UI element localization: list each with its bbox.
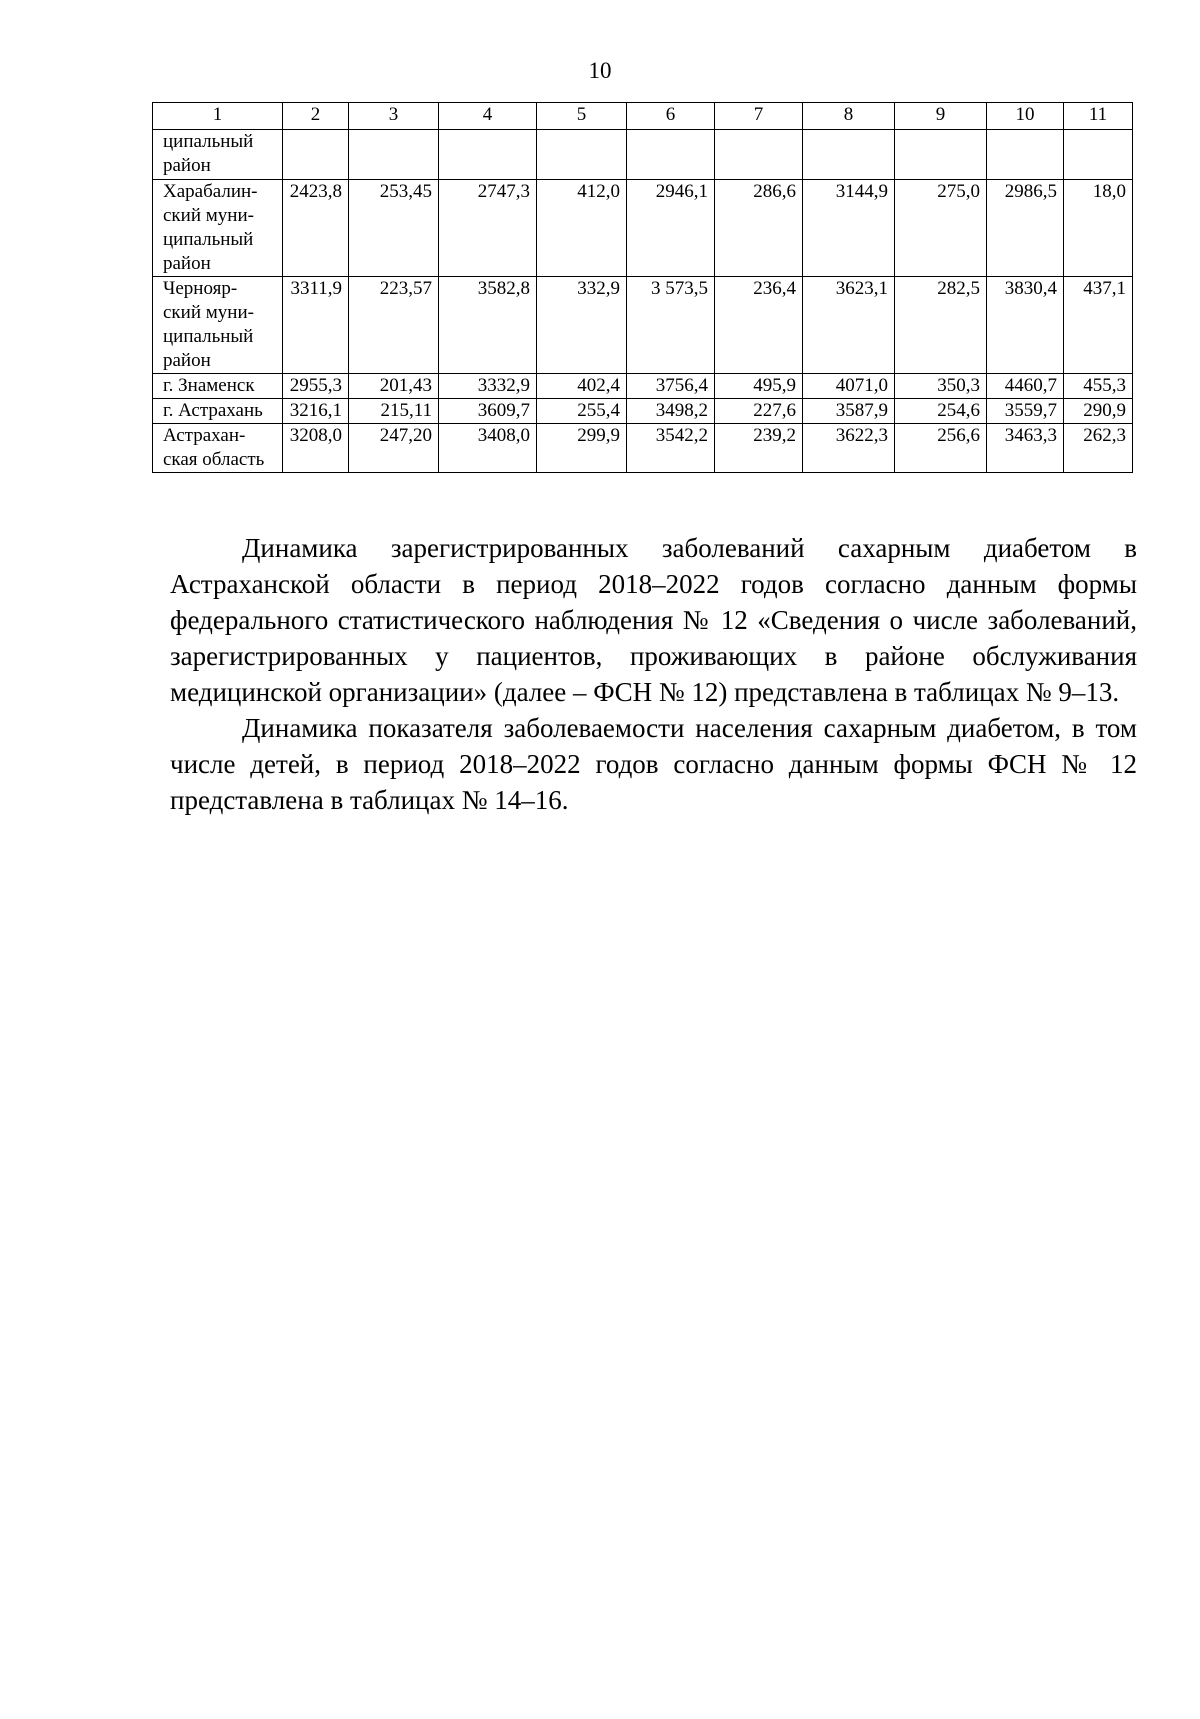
value-cell xyxy=(895,130,987,180)
value-cell xyxy=(439,130,537,180)
header-cell: 6 xyxy=(627,103,715,130)
region-cell: ципальный район xyxy=(153,130,283,180)
value-cell: 3 573,5 xyxy=(627,277,715,374)
region-cell: г. Астрахань xyxy=(153,399,283,424)
value-cell: 2946,1 xyxy=(627,180,715,277)
value-cell: 254,6 xyxy=(895,399,987,424)
value-cell: 3408,0 xyxy=(439,424,537,473)
page-number: 10 xyxy=(588,58,612,83)
value-cell: 290,9 xyxy=(1064,399,1133,424)
table-header-row xyxy=(153,103,1133,130)
value-cell: 262,3 xyxy=(1064,424,1133,473)
value-cell: 201,43 xyxy=(349,374,439,399)
value-cell: 253,45 xyxy=(349,180,439,277)
header-cell: 2 xyxy=(283,103,349,130)
statistics-table xyxy=(152,102,1133,473)
value-cell: 3830,4 xyxy=(987,277,1064,374)
value-cell: 255,4 xyxy=(537,399,627,424)
value-cell xyxy=(627,130,715,180)
value-cell: 3542,2 xyxy=(627,424,715,473)
header-cell: 10 xyxy=(987,103,1064,130)
value-cell: 3609,7 xyxy=(439,399,537,424)
value-cell: 18,0 xyxy=(1064,180,1133,277)
header-cell: 5 xyxy=(537,103,627,130)
header-cell: 3 xyxy=(349,103,439,130)
value-cell: 3756,4 xyxy=(627,374,715,399)
value-cell: 495,9 xyxy=(715,374,803,399)
value-cell: 2955,3 xyxy=(283,374,349,399)
value-cell: 236,4 xyxy=(715,277,803,374)
value-cell: 215,11 xyxy=(349,399,439,424)
value-cell: 332,9 xyxy=(537,277,627,374)
value-cell: 282,5 xyxy=(895,277,987,374)
value-cell: 223,57 xyxy=(349,277,439,374)
value-cell: 3463,3 xyxy=(987,424,1064,473)
header-cell: 8 xyxy=(803,103,895,130)
value-cell xyxy=(283,130,349,180)
header-cell: 9 xyxy=(895,103,987,130)
value-cell: 275,0 xyxy=(895,180,987,277)
value-cell: 2986,5 xyxy=(987,180,1064,277)
table-row xyxy=(153,180,1133,277)
value-cell: 3332,9 xyxy=(439,374,537,399)
value-cell: 3498,2 xyxy=(627,399,715,424)
value-cell: 402,4 xyxy=(537,374,627,399)
value-cell: 247,20 xyxy=(349,424,439,473)
header-cell: 1 xyxy=(153,103,283,130)
value-cell: 3216,1 xyxy=(283,399,349,424)
body-text xyxy=(170,530,1137,818)
table-row xyxy=(153,277,1133,374)
paragraph-2: Динамика показателя заболеваемости населения сахарным диабетом, в том числе детей, в период 2018–2022 годов согласно данным формы ФСН № 12 представлена в таблицах № 14–16. xyxy=(170,713,1137,815)
value-cell: 239,2 xyxy=(715,424,803,473)
value-cell: 455,3 xyxy=(1064,374,1133,399)
table-row xyxy=(153,399,1133,424)
value-cell: 3559,7 xyxy=(987,399,1064,424)
value-cell xyxy=(803,130,895,180)
value-cell xyxy=(537,130,627,180)
value-cell: 4460,7 xyxy=(987,374,1064,399)
value-cell: 286,6 xyxy=(715,180,803,277)
paragraph-1: Динамика зарегистрированных заболеваний сахарным диабетом в Астраханской области в период 2018–2022 годов согласно данным формы федерального статистического наблюдения № 12 «Сведения о числе заболеваний, зарегистрированных у пациентов, проживающих в районе обслуживания медицинской организации» (далее – ФСН № 12) представлена в таблицах № 9–13. xyxy=(170,533,1137,707)
value-cell: 350,3 xyxy=(895,374,987,399)
value-cell: 3622,3 xyxy=(803,424,895,473)
value-cell xyxy=(987,130,1064,180)
header-cell: 11 xyxy=(1064,103,1133,130)
value-cell: 299,9 xyxy=(537,424,627,473)
value-cell: 3582,8 xyxy=(439,277,537,374)
value-cell: 4071,0 xyxy=(803,374,895,399)
value-cell: 3144,9 xyxy=(803,180,895,277)
header-cell: 7 xyxy=(715,103,803,130)
value-cell: 256,6 xyxy=(895,424,987,473)
region-cell: Чернояр- ский муни- ципальный район xyxy=(153,277,283,374)
value-cell xyxy=(715,130,803,180)
region-cell: г. Знаменск xyxy=(153,374,283,399)
value-cell: 227,6 xyxy=(715,399,803,424)
value-cell: 437,1 xyxy=(1064,277,1133,374)
value-cell xyxy=(349,130,439,180)
region-cell: Астрахан- ская область xyxy=(153,424,283,473)
table-row xyxy=(153,130,1133,180)
value-cell: 412,0 xyxy=(537,180,627,277)
value-cell: 3587,9 xyxy=(803,399,895,424)
value-cell: 3311,9 xyxy=(283,277,349,374)
value-cell xyxy=(1064,130,1133,180)
value-cell: 2423,8 xyxy=(283,180,349,277)
table-row xyxy=(153,424,1133,473)
value-cell: 3208,0 xyxy=(283,424,349,473)
table-row xyxy=(153,374,1133,399)
value-cell: 2747,3 xyxy=(439,180,537,277)
table-body xyxy=(153,103,1133,473)
value-cell: 3623,1 xyxy=(803,277,895,374)
header-cell: 4 xyxy=(439,103,537,130)
region-cell: Харабалин- ский муни- ципальный район xyxy=(153,180,283,277)
